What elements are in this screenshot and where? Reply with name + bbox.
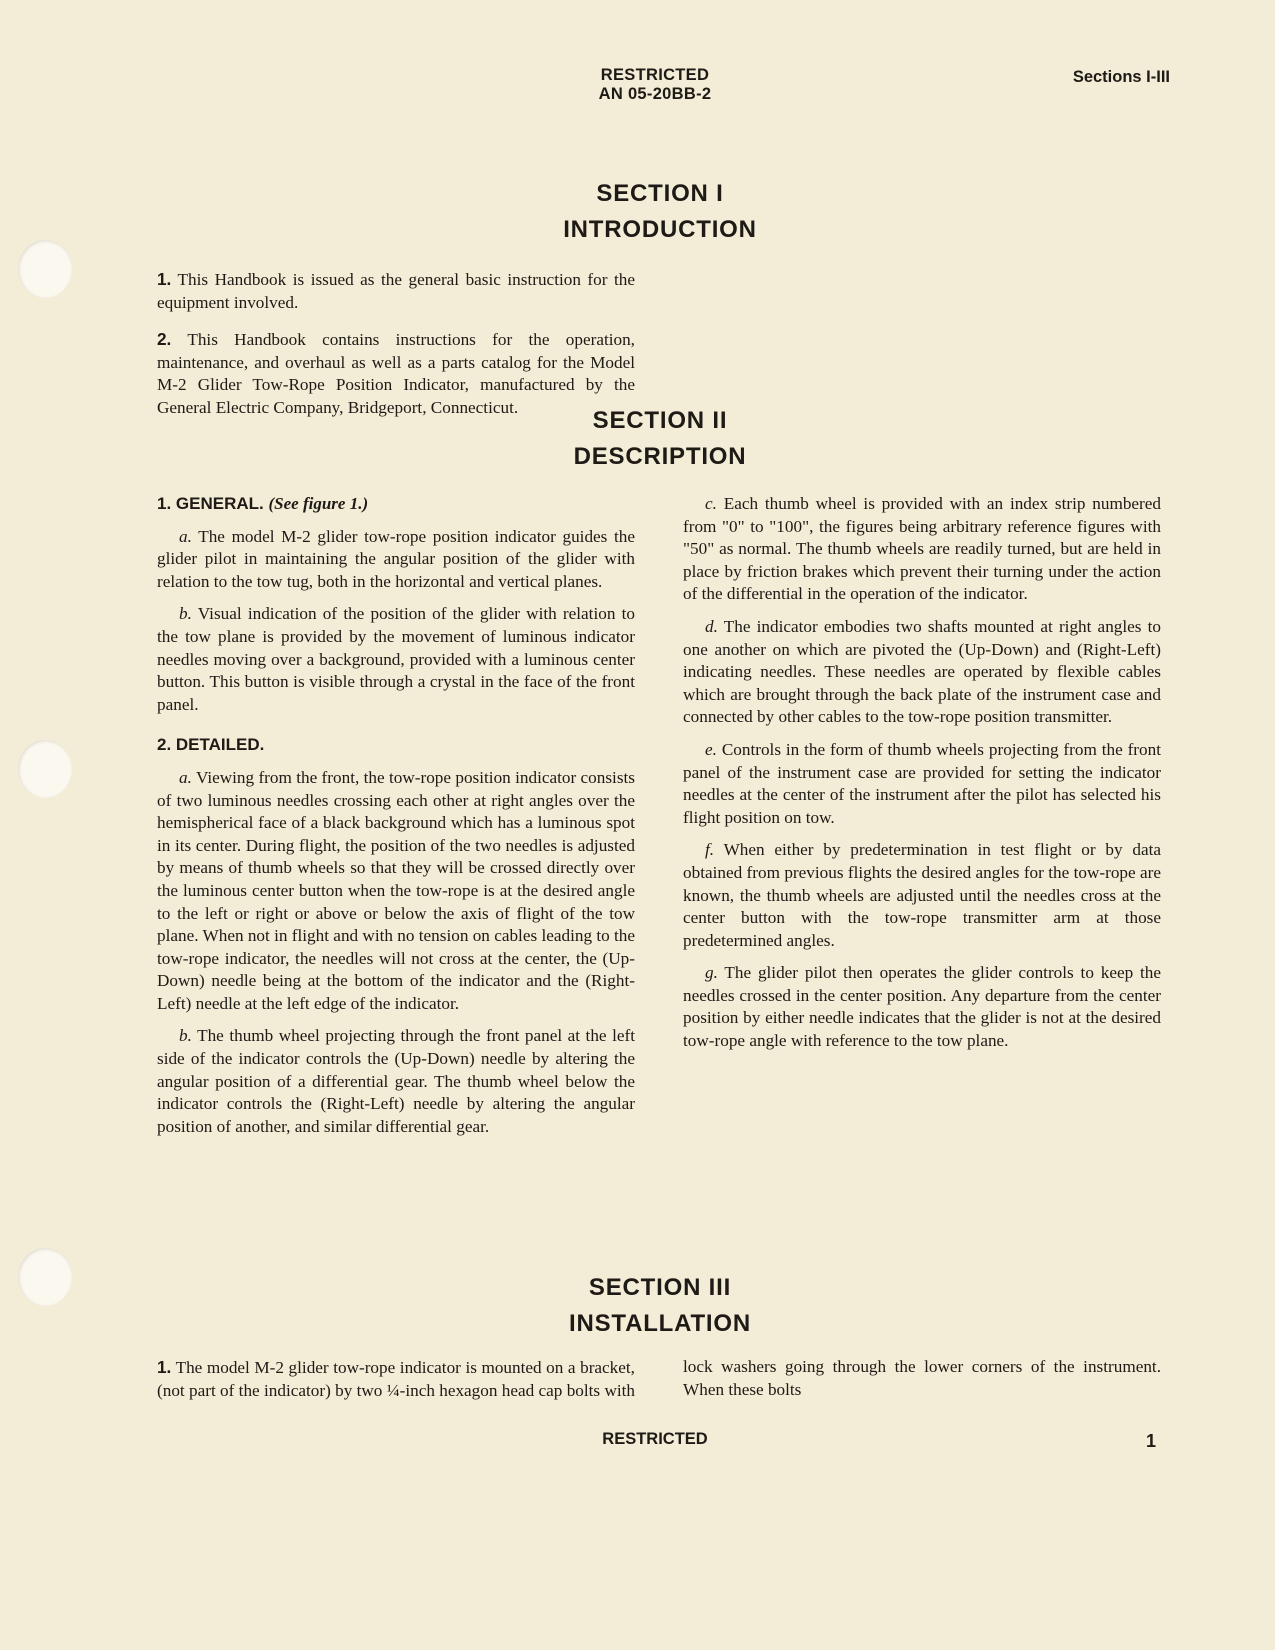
page-number: 1 bbox=[1145, 1431, 1156, 1451]
item-text: Each thumb wheel is provided with an index strip numbered from "0" to "100", the figures being arbitrary reference figures with "50" as normal. The thumb wheels are readily turned, but are held in place by friction brakes which prevent their turning under the action of the differential in the operation of the indicator. bbox=[683, 494, 1161, 604]
item-letter: c. bbox=[705, 494, 717, 513]
item-letter: e. bbox=[705, 739, 717, 759]
binder-hole-middle bbox=[18, 740, 72, 798]
para-text: This Handbook is issued as the general basic instruction for the equipment involved. bbox=[157, 270, 635, 312]
section-3-number: SECTION III bbox=[588, 1274, 732, 1301]
binder-hole-top bbox=[18, 240, 72, 298]
detailed-items-right bbox=[683, 493, 1161, 1053]
list-item bbox=[683, 839, 1161, 952]
item-letter: a. bbox=[179, 526, 192, 546]
item-text: The indicator embodies two shafts mounted at right angles to one another on which are pivoted the (Up-Down) and (Right-Left) indicating needles. These needles are operated by flexible cables which are brought through the back plate of the instrument case and connected by other cables to the tow-rope position transmitter. bbox=[683, 616, 1161, 727]
section-3-title: INSTALLATION bbox=[568, 1310, 752, 1337]
list-item bbox=[683, 739, 1161, 829]
footer-classification: RESTRICTED bbox=[602, 1430, 708, 1448]
binder-hole-bottom bbox=[18, 1248, 72, 1306]
item-text: Controls in the form of thumb wheels projecting from the front panel of the instrument case are provided for setting the indicator needles at the center of the instrument after the pilot has selected his flight position on tow. bbox=[683, 739, 1161, 827]
list-item bbox=[683, 616, 1161, 729]
section-2-right-column bbox=[683, 493, 1161, 1063]
para-number: 1. bbox=[157, 269, 172, 289]
section-2-left-column bbox=[157, 493, 635, 1148]
section-2-heading bbox=[450, 403, 870, 475]
detailed-heading: 2. DETAILED. bbox=[157, 735, 265, 755]
list-item bbox=[157, 1025, 635, 1138]
item-text: The model M-2 glider tow-rope position indicator guides the glider pilot in maintaining the angular position of the glider with relation to the tow tug, both in the horizontal and vertical planes. bbox=[157, 526, 635, 591]
list-item bbox=[157, 603, 635, 716]
section-3-body bbox=[157, 1356, 1161, 1407]
list-item bbox=[683, 962, 1161, 1052]
item-text: Viewing from the front, the tow-rope position indicator consists of two luminous needles crossing each other at right angles over the hemispherical face of a black background which has a luminous spot in its center. During flight, the position of the two needles is adjusted by means of thumb wheels so that they will be crossed directly over the luminous center button when the tow-rope is at the desired angle to the left or right or above or below the axis of flight of the tow plane. When not in flight and with no tension on cables leading to the tow-rope indicator, the needles will not cross at the center, the (Up-Down) needle being at the bottom of the indicator and the (Right-Left) needle at the left edge of the indicator. bbox=[157, 767, 635, 1013]
item-text: Visual indication of the position of the glider with relation to the tow plane is provided by the movement of luminous indicator needles moving over a background, provided with a luminous center button. This button is visible through a crystal in the face of the front panel. bbox=[157, 604, 635, 714]
para-text: This Handbook contains instructions for the operation, maintenance, and overhaul as well as a parts catalog for the Model M-2 Glider Tow-Rope Position Indicator, manufactured by the General Electric Company, Bridgeport, Connecticut. bbox=[157, 330, 635, 417]
item-letter: f. bbox=[705, 840, 715, 860]
section-1-heading bbox=[450, 176, 870, 248]
para-number: 2. bbox=[157, 329, 172, 350]
item-text: The thumb wheel projecting through the front panel at the left side of the indicator controls the (Up-Down) needle by altering the angular position of a differential gear. The thumb wheel below the indicator controls the (Right-Left) needle by altering the angular position of another, and similar differential gear. bbox=[157, 1026, 635, 1136]
list-item bbox=[683, 493, 1161, 606]
para-number: 1. bbox=[157, 1357, 172, 1377]
section-2-title: DESCRIPTION bbox=[573, 443, 747, 470]
section-1-number: SECTION I bbox=[596, 180, 724, 207]
section-3-heading bbox=[450, 1270, 870, 1342]
item-letter: g. bbox=[705, 963, 718, 983]
list-item bbox=[157, 526, 635, 594]
header-doc-number: AN 05-20BB-2 bbox=[598, 85, 712, 103]
header-sections-range: Sections I-III bbox=[1072, 68, 1170, 86]
para-text: The model M-2 glider tow-rope indicator is mounted on a bracket, (not part of the indicator) by two ¼-inch hexagon head cap bolts with lock washers going through the lower corners of the instrument. When these bolts bbox=[157, 1357, 1161, 1400]
section-2-number: SECTION II bbox=[592, 407, 728, 434]
section-1-para-1 bbox=[157, 268, 635, 314]
item-text: The glider pilot then operates the glider controls to keep the needles crossed in the center position. Any departure from the center position by either needle indicates that the glider is not at the desired tow-rope angle with reference to the tow plane. bbox=[683, 963, 1161, 1051]
page-header bbox=[560, 66, 750, 104]
item-letter: b. bbox=[179, 1026, 192, 1046]
item-letter: d. bbox=[705, 616, 718, 636]
section-1-title: INTRODUCTION bbox=[563, 216, 757, 243]
detailed-items-left bbox=[157, 767, 635, 1139]
item-letter: a. bbox=[179, 767, 192, 787]
general-heading: 1. GENERAL. (See figure 1.) bbox=[157, 494, 369, 513]
header-classification: RESTRICTED bbox=[600, 66, 710, 84]
list-item bbox=[157, 767, 635, 1016]
section-3-para-1 bbox=[157, 1356, 1161, 1407]
general-items bbox=[157, 526, 635, 717]
item-letter: b. bbox=[179, 604, 192, 624]
item-text: When either by predetermination in test flight or by data obtained from previous flights the desired angles for the tow-rope are known, the thumb wheels are adjusted until the needles cross at the center button with the tow-rope transmitter arm at those predetermined angles. bbox=[683, 840, 1161, 950]
